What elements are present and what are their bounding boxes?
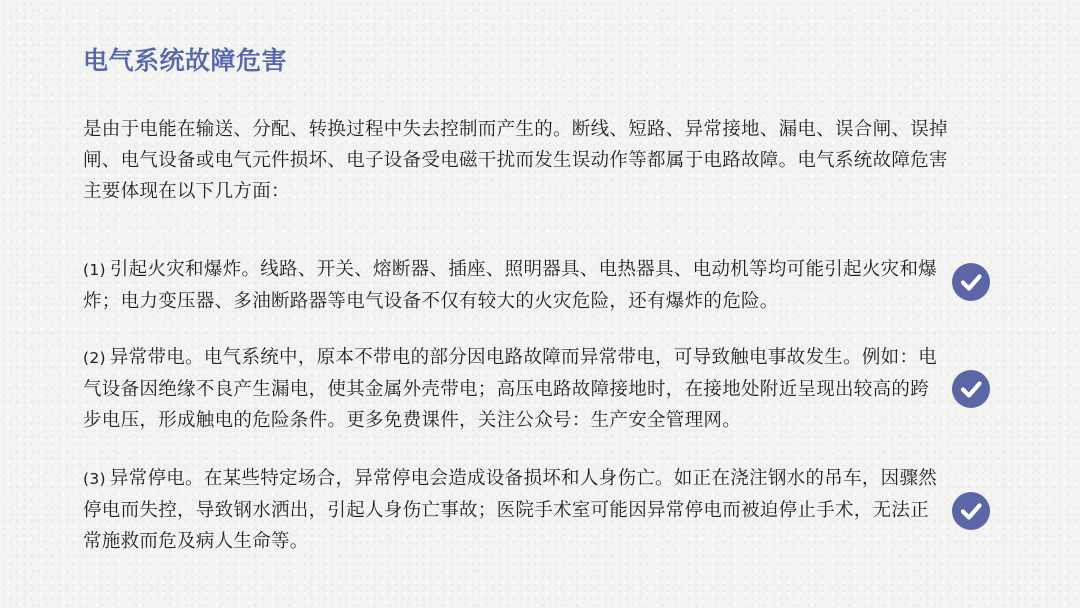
item-text: 异常带电。电气系统中，原本不带电的部分因电路故障而异常带电，可导致触电事故发生。例如：电气设备因绝缘不良产生漏电，使其金属外壳带电；高压电路故障接地时，在接地处附近呈现出较高的跨步电压，形成触电的危险条件。更多免费课件，关注公众号：生产安全管理网。 xyxy=(83,347,938,431)
item-text: 引起火灾和爆炸。线路、开关、熔断器、插座、照明器具、电热器具、电动机等均可能引起火灾和爆炸；电力变压器、多油断路器等电气设备不仅有较大的火灾危险，还有爆炸的危险。 xyxy=(83,259,938,312)
list-item xyxy=(83,463,941,557)
intro-paragraph: 是由于电能在输送、分配、转换过程中失去控制而产生的。断线、短路、异常接地、漏电、误合闸、误掉闸、电气设备或电气元件损坏、电子设备受电磁干扰而发生误动作等都属于电路故障。电气系统故障危害主要体现在以下几方面： xyxy=(83,119,948,202)
check-circle-icon xyxy=(952,370,990,408)
item-number: (3) xyxy=(83,470,106,488)
check-circle-icon xyxy=(952,263,990,301)
list-item xyxy=(83,254,941,317)
item-number: (2) xyxy=(83,349,106,367)
item-number: (1) xyxy=(83,261,106,279)
page-title: 电气系统故障危害 xyxy=(83,46,288,75)
list-item xyxy=(83,342,941,436)
check-circle-icon xyxy=(952,492,990,530)
item-text: 异常停电。在某些特定场合，异常停电会造成设备损坏和人身伤亡。如正在浇注钢水的吊车，因骤然停电而失控，导致钢水洒出，引起人身伤亡事故；医院手术室可能因异常停电而被迫停止手术，无法正常施救而危及病人生命等。 xyxy=(83,468,938,552)
